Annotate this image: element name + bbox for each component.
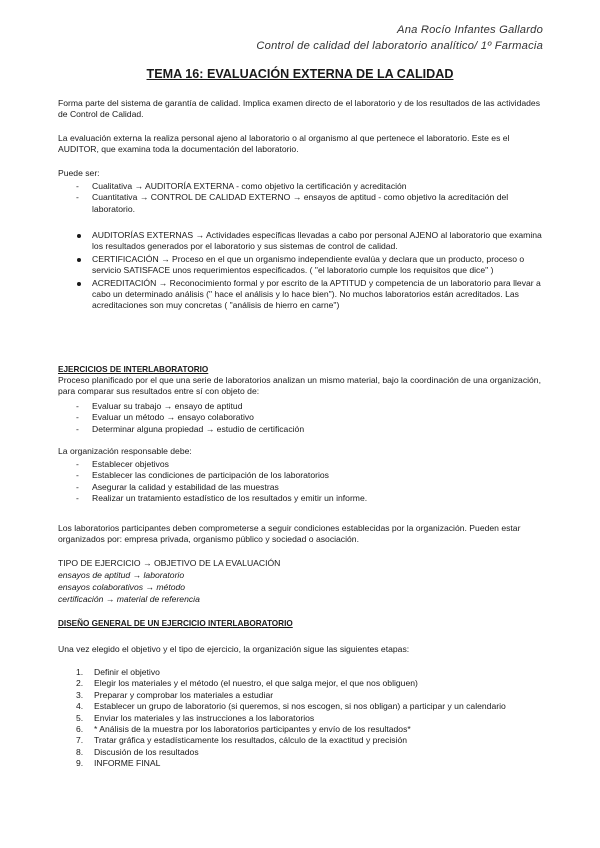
step-number: 6. <box>76 724 84 735</box>
list-item <box>58 724 548 735</box>
exercise-table-row: certificación → material de referencia <box>58 594 200 604</box>
step-text: Tratar gráfica y estadísticamente los resultados, cálculo de la exactitud y precisión <box>94 735 408 746</box>
step-text: INFORME FINAL <box>94 758 161 769</box>
list-item: - Cuantitativa → CONTROL DE CALIDAD EXTERNO → ensayos de aptitud - como objetivo la acreditación del laboratorio. <box>58 192 548 215</box>
design-heading: DISEÑO GENERAL DE UN EJERCICIO INTERLABORATORIO <box>58 619 293 628</box>
list-item: - Establecer objetivos <box>58 459 548 470</box>
step-text: Enviar los materiales y las instrucciones a los laboratorios <box>94 712 315 723</box>
definition-acreditacion: ACREDITACIÓN → Reconocimiento formal y por escrito de la APTITUD y competencia de un laboratorio para llevar a cabo un determinado análisis (" hace el análisis y lo hace bien"). No muchos laboratorios están acreditados. Las acreditaciones son muy concretas ( "análisis de hierro en carne") <box>92 277 541 311</box>
exercise-table-row: ensayos de aptitud → laboratorio <box>58 570 185 580</box>
list-item <box>58 678 548 689</box>
definitions-list <box>58 230 548 313</box>
list-item <box>58 254 548 277</box>
step-number: 8. <box>76 746 84 757</box>
step-number: 4. <box>76 701 84 712</box>
step-text: Elegir los materiales y el método (el nuestro, el que salga mejor, el que nos obliguen) <box>94 678 418 689</box>
header-author: Ana Rocío Infantes Gallardo <box>397 24 543 36</box>
list-item <box>58 690 548 701</box>
interlab-heading: EJERCICIOS DE INTERLABORATORIO <box>58 365 209 374</box>
intro-paragraph-3: Puede ser: <box>58 168 100 178</box>
objectives-list <box>58 401 548 435</box>
list-item <box>58 713 548 724</box>
exercise-table-header: TIPO DE EJERCICIO → OBJETIVO DE LA EVALUACIÓN <box>58 558 281 568</box>
design-paragraph-1: Una vez elegido el objetivo y el tipo de ejercicio, la organización sigue las siguientes etapas: <box>58 644 410 654</box>
list-item: - Cualitativa → AUDITORÍA EXTERNA - como objetivo la certificación y acreditación <box>58 181 548 192</box>
bullet-icon <box>77 282 81 286</box>
bullet-icon <box>77 258 81 262</box>
list-item <box>58 230 548 253</box>
types-list <box>58 181 548 215</box>
list-item: - Establecer las condiciones de participación de los laboratorios <box>58 470 548 481</box>
interlab-paragraph-1: Proceso planificado por el que una serie de laboratorios analizan un mismo material, bajo la coordinación de una organización, para comparar sus resultados entre sí con objeto de: <box>58 375 541 397</box>
interlab-paragraph-3: Los laboratorios participantes deben comprometerse a seguir condiciones establecidas por la organización. Pueden estar organizados por: empresa privada, organismo público y sociedad o asociación. <box>58 523 521 545</box>
list-item <box>58 735 548 746</box>
list-item: - Evaluar su trabajo → ensayo de aptitud <box>58 401 548 412</box>
list-item <box>58 747 548 758</box>
header-course: Control de calidad del laboratorio analítico/ 1º Farmacia <box>256 40 543 52</box>
definition-certificacion: CERTIFICACIÓN → Proceso en el que un organismo independiente evalúa y declara que un producto, proceso o servicio SATISFACE unos requerimientos especificados. ( "el laboratorio cumple los requisitos que dice" ) <box>92 253 525 276</box>
step-text: Discusión de los resultados <box>94 746 199 757</box>
step-number: 1. <box>76 667 84 677</box>
list-item <box>58 701 548 712</box>
interlab-paragraph-2: La organización responsable debe: <box>58 446 192 456</box>
step-number: 2. <box>76 678 84 689</box>
step-number: 7. <box>76 735 84 746</box>
step-number: 9. <box>76 758 84 769</box>
list-item <box>58 758 548 769</box>
list-item <box>58 667 548 678</box>
step-text: Definir el objetivo <box>94 667 160 677</box>
duties-list <box>58 459 548 505</box>
step-text: * Análisis de la muestra por los laboratorios participantes y envío de los resultados* <box>94 724 411 735</box>
step-text: Preparar y comprobar los materiales a estudiar <box>94 689 274 700</box>
list-item: - Realizar un tratamiento estadístico de los resultados y emitir un informe. <box>58 493 548 504</box>
exercise-table-row: ensayos colaborativos → método <box>58 582 186 592</box>
list-item: - Determinar alguna propiedad → estudio de certificación <box>58 424 548 435</box>
intro-paragraph-1: Forma parte del sistema de garantía de calidad. Implica examen directo de el laboratorio y de los resultados de las actividades de Control de Calidad. <box>58 98 540 120</box>
intro-paragraph-2: La evaluación externa la realiza personal ajeno al laboratorio o al organismo al que pertenece el laboratorio. Este es el AUDITOR, que examina toda la documentación del laboratorio. <box>58 133 510 155</box>
bullet-icon <box>77 234 81 238</box>
step-number: 5. <box>76 712 84 723</box>
list-item: - Evaluar un método → ensayo colaborativo <box>58 412 548 423</box>
list-item: - Asegurar la calidad y estabilidad de las muestras <box>58 482 548 493</box>
step-text: Establecer un grupo de laboratorio (si queremos, si nos escogen, si nos obligan) a participar y un calendario <box>94 701 506 712</box>
page-title: TEMA 16: EVALUACIÓN EXTERNA DE LA CALIDAD <box>146 67 454 81</box>
definition-auditorias: AUDITORÍAS EXTERNAS → Actividades específicas llevadas a cabo por personal AJENO al laboratorio que examina los resultados generados por el laboratorio y sus sistemas de control de calidad. <box>92 230 542 252</box>
steps-list <box>58 667 548 770</box>
step-number: 3. <box>76 689 84 700</box>
list-item <box>58 278 548 312</box>
